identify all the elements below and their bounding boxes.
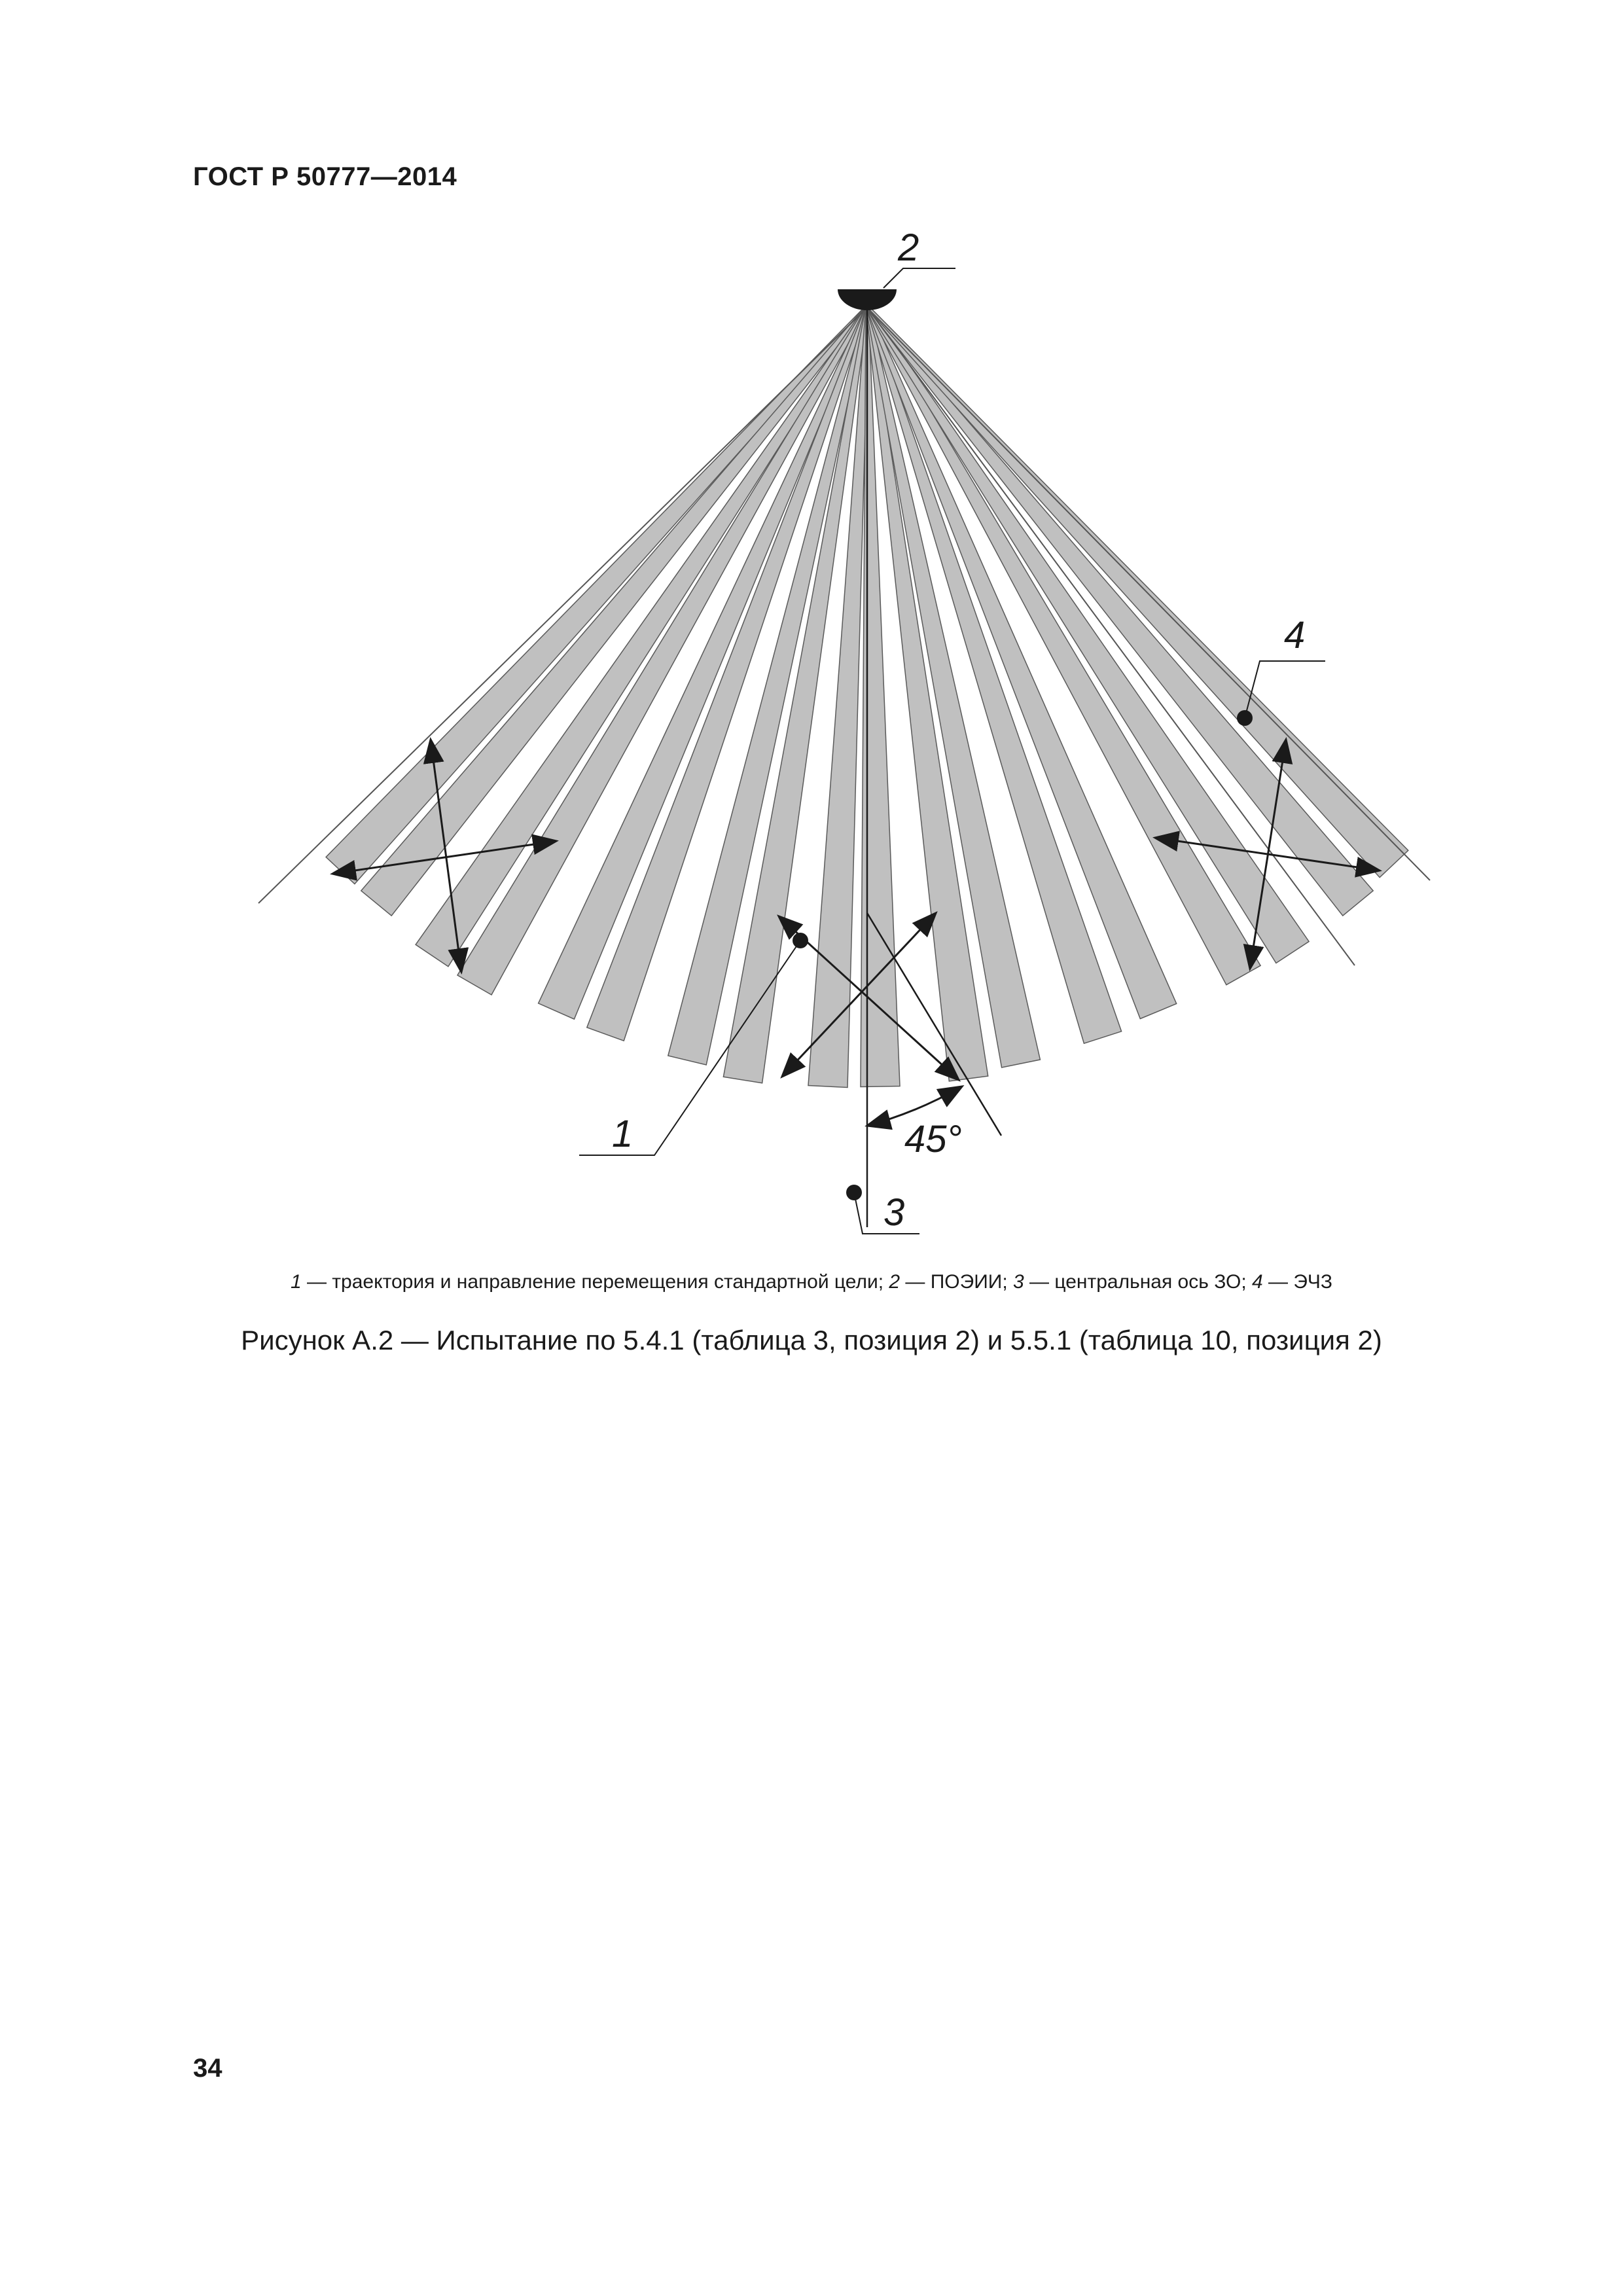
- angle-label: 45°: [904, 1118, 962, 1160]
- callout-3-label: 3: [883, 1191, 905, 1234]
- legend-text-4: — ЭЧЗ: [1262, 1271, 1333, 1293]
- figure-caption: Рисунок А.2 — Испытание по 5.4.1 (таблица 3, позиция 2) и 5.5.1 (таблица 10, позиция 2): [241, 1325, 1382, 1355]
- page-number: 34: [193, 2054, 223, 2083]
- document-header: ГОСТ Р 50777—2014: [193, 162, 457, 191]
- legend-key-2: 2: [889, 1271, 901, 1293]
- sensor-icon: [838, 289, 897, 310]
- callout-1-label: 1: [612, 1113, 633, 1155]
- detection-zone-strip: [416, 306, 868, 967]
- callout-2-label: 2: [898, 226, 919, 269]
- legend-text-1: — траектория и направление перемещения стандартной цели;: [301, 1271, 889, 1293]
- legend-key-4: 4: [1251, 1271, 1263, 1293]
- figure-legend: [0, 1271, 1623, 1293]
- legend-key-3: 3: [1013, 1271, 1024, 1293]
- legend-text-2: — ПОЭИИ;: [900, 1271, 1014, 1293]
- callout-2-leader: [883, 268, 955, 288]
- callout-4-label: 4: [1284, 614, 1306, 656]
- legend-key-1: 1: [290, 1271, 302, 1293]
- legend-text-3: — центральная ось ЗО;: [1024, 1271, 1252, 1293]
